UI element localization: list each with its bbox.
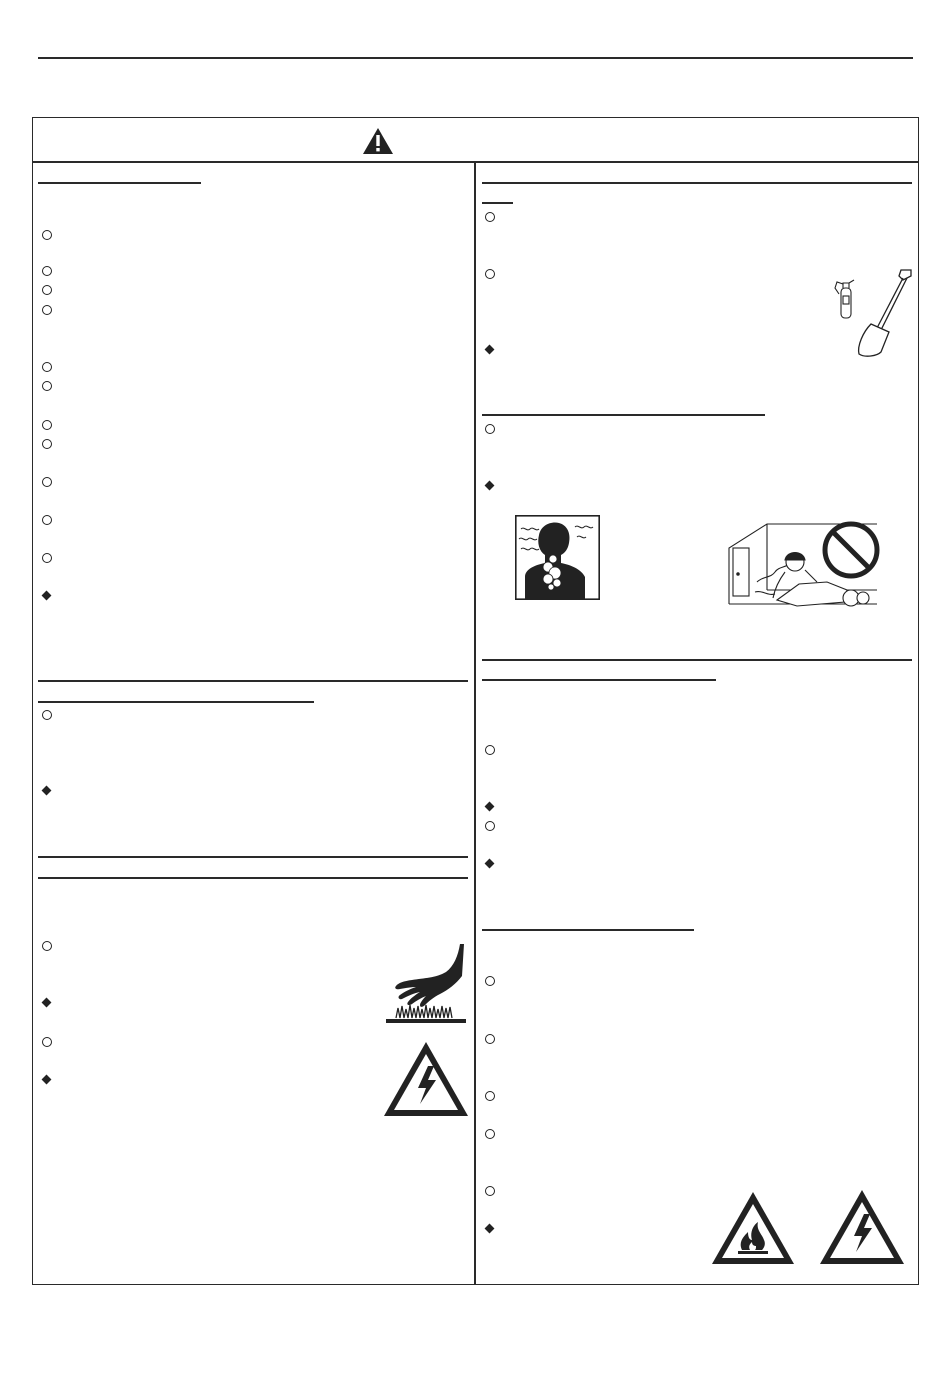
bullet-circle (485, 1034, 495, 1044)
bullet-circle (42, 230, 52, 240)
section-heading-underline (38, 182, 201, 184)
bullet-circle (485, 424, 495, 434)
bullet-circle (485, 821, 495, 831)
section-rule (482, 659, 912, 661)
electric-shock-warning-icon (382, 1040, 470, 1118)
electric-shock-warning-icon (818, 1188, 906, 1266)
bullet-circle (42, 420, 52, 430)
flammable-warning-icon (710, 1190, 796, 1266)
bullet-circle (42, 381, 52, 391)
section-heading-underline (38, 701, 314, 703)
shovel-icon (853, 266, 915, 358)
section-heading-underline (482, 929, 694, 931)
bullet-circle (42, 285, 52, 295)
bullet-circle (485, 269, 495, 279)
bullet-circle (42, 266, 52, 276)
bullet-circle (485, 976, 495, 986)
bullet-circle (485, 745, 495, 755)
bullet-circle (485, 1186, 495, 1196)
bullet-circle (42, 1037, 52, 1047)
section-rule (38, 680, 468, 682)
bullet-circle (42, 515, 52, 525)
bullet-circle (485, 1091, 495, 1101)
bullet-circle (42, 305, 52, 315)
warning-triangle-icon (362, 127, 394, 155)
section-heading-underline (482, 679, 716, 681)
section-heading-underline (482, 202, 513, 204)
column-divider (474, 161, 476, 1285)
bullet-circle (42, 477, 52, 487)
bullet-circle (485, 1129, 495, 1139)
bullet-circle (42, 941, 52, 951)
bullet-circle (42, 553, 52, 563)
page-top-rule (38, 57, 913, 59)
section-heading-underline (38, 877, 468, 879)
section-rule (482, 182, 912, 184)
bullet-circle (42, 362, 52, 372)
hot-surface-hand-icon (384, 942, 468, 1026)
bullet-circle (485, 212, 495, 222)
no-enclosed-space-operation-icon (727, 520, 882, 610)
bullet-circle (42, 710, 52, 720)
bullet-circle (42, 439, 52, 449)
section-rule (38, 856, 468, 858)
toxic-fumes-breathing-icon (515, 515, 600, 600)
section-heading-underline (482, 414, 765, 416)
